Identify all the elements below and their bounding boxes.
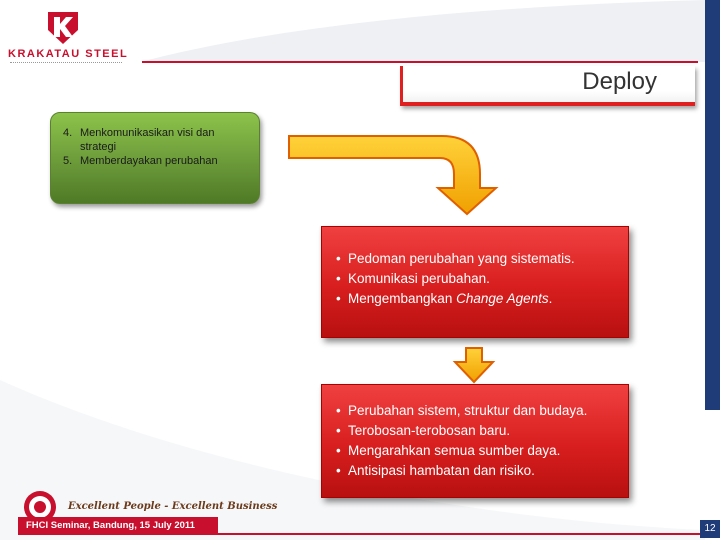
slide-title: Deploy xyxy=(582,68,657,95)
right-accent-bar xyxy=(705,0,720,410)
bullet-item: • Mengembangkan Change Agents. xyxy=(336,291,553,306)
company-name: KRAKATAU STEEL xyxy=(8,48,129,60)
down-arrow-icon xyxy=(452,346,496,384)
steps-list xyxy=(63,126,253,168)
footer-divider xyxy=(218,533,706,535)
step-number: 5. xyxy=(63,155,73,167)
company-logo xyxy=(8,10,129,65)
curved-arrow-icon xyxy=(284,128,506,218)
footer-event-text: FHCI Seminar, Bandung, 15 July 2011 xyxy=(26,520,195,531)
page-number: 12 xyxy=(700,520,720,538)
step-item xyxy=(63,126,253,154)
header-divider xyxy=(142,61,698,63)
footer-event-bar xyxy=(18,517,218,535)
logo-underline xyxy=(10,62,122,65)
step-number: 4. xyxy=(63,127,73,139)
green-steps-box xyxy=(50,112,260,204)
red-box-guidelines xyxy=(321,226,629,338)
bullet-item: • Terobosan-terobosan baru. xyxy=(336,423,511,438)
bullet-item: • Mengarahkan semua sumber daya. xyxy=(336,443,561,458)
step-text: Menkomunikasikan visi dan strategi xyxy=(80,127,215,153)
bullet-item: • Antisipasi hambatan dan risiko. xyxy=(336,463,535,478)
step-item xyxy=(63,154,253,168)
bullet-list xyxy=(336,401,587,481)
bullet-item: • Perubahan sistem, struktur dan budaya. xyxy=(336,403,588,418)
krakatau-logo-icon xyxy=(46,10,80,46)
title-box xyxy=(400,66,695,106)
red-box-actions xyxy=(321,384,629,498)
bullet-item: • Pedoman perubahan yang sistematis. xyxy=(336,251,575,266)
bullet-item: • Komunikasi perubahan. xyxy=(336,271,490,286)
bullet-list xyxy=(336,249,575,309)
footer-tagline: Excellent People - Excellent Business xyxy=(68,501,278,512)
step-text: Memberdayakan perubahan xyxy=(80,155,218,167)
